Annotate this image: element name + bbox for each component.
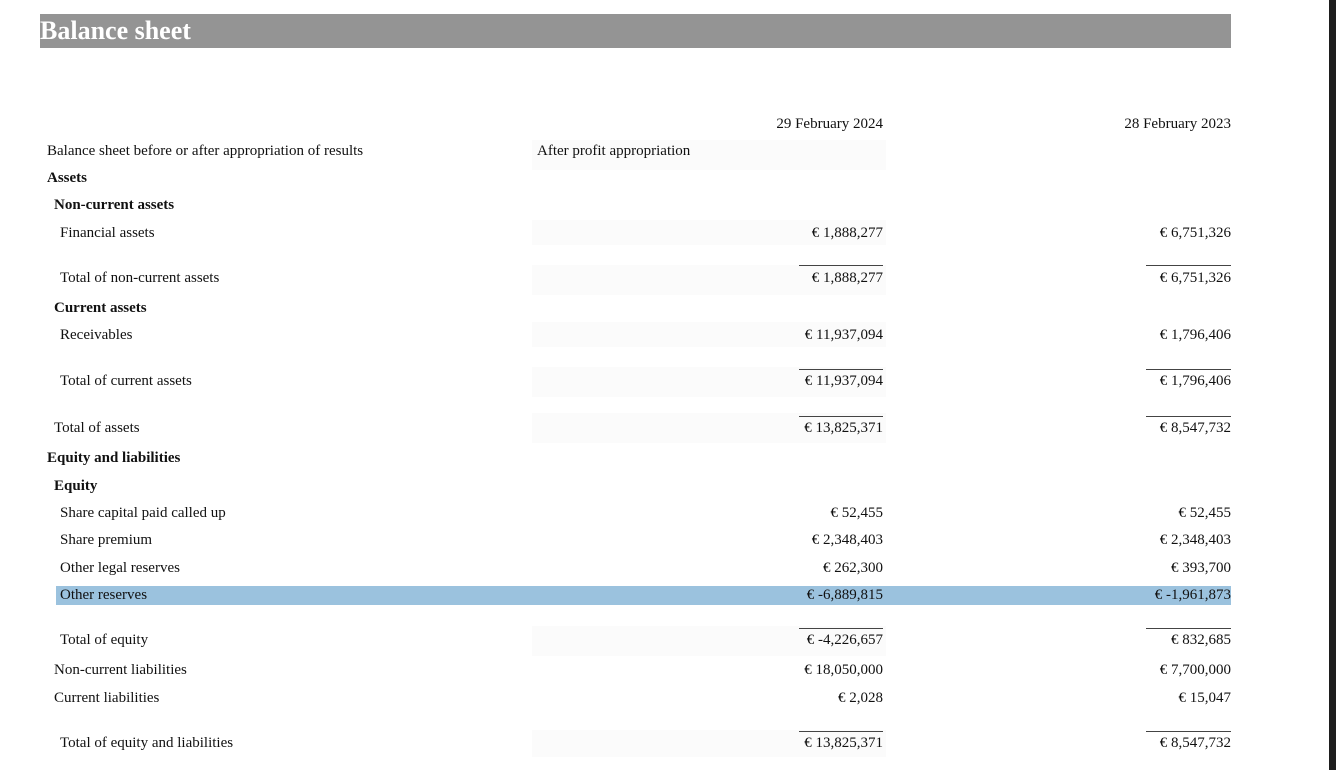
table-row — [0, 531, 1336, 550]
row-label: Non-current liabilities — [54, 662, 187, 678]
section-heading — [0, 449, 1336, 468]
row-label: Receivables — [60, 327, 133, 343]
value-previous: € 7,700,000 — [1159, 662, 1231, 678]
row-label: Balance sheet before or after appropriation of results — [47, 143, 364, 159]
section-heading — [0, 169, 1336, 188]
row-label: Equity and liabilities — [47, 450, 181, 466]
value-previous: € 8,547,732 — [1159, 420, 1231, 436]
row-label: Assets — [47, 170, 87, 186]
row-label: Current liabilities — [54, 690, 160, 706]
table-row — [0, 504, 1336, 523]
table-row-selected[interactable] — [0, 586, 1336, 605]
subtotal-rule — [799, 628, 883, 629]
value-previous: € 6,751,326 — [1159, 270, 1231, 286]
value-previous: € 2,348,403 — [1159, 532, 1231, 548]
subsection-heading — [0, 299, 1336, 318]
value-current: € 11,937,094 — [804, 373, 883, 389]
subtotal-rule — [799, 416, 883, 417]
total-row — [0, 734, 1336, 753]
value-previous: € -1,961,873 — [1154, 587, 1231, 603]
subtotal-rule — [799, 731, 883, 732]
table-row — [0, 559, 1336, 578]
row-label: Other reserves — [60, 587, 148, 603]
value-previous: € 52,455 — [1178, 505, 1231, 521]
row-label: Current assets — [54, 300, 147, 316]
value-previous: € 832,685 — [1171, 632, 1231, 648]
row-label: Total of non-current assets — [60, 270, 220, 286]
value-previous: € 6,751,326 — [1159, 225, 1231, 241]
value-previous: € 15,047 — [1178, 690, 1231, 706]
table-row — [0, 661, 1336, 680]
value-current: € 2,028 — [838, 690, 883, 706]
subtotal-rule — [1146, 628, 1231, 629]
row-label: Share capital paid called up — [60, 505, 226, 521]
value-current: € 18,050,000 — [804, 662, 883, 678]
subsection-heading — [0, 477, 1336, 496]
appropriation-row — [0, 142, 1336, 161]
row-label: Equity — [54, 478, 98, 494]
table-row — [0, 224, 1336, 243]
page-title: Balance sheet — [40, 14, 1231, 48]
value-current: € 52,455 — [830, 505, 883, 521]
subtotal-rule — [1146, 416, 1231, 417]
column-header-current: 29 February 2024 — [776, 116, 883, 132]
total-row — [0, 419, 1336, 438]
row-label: Non-current assets — [54, 197, 175, 213]
row-label: Financial assets — [60, 225, 155, 241]
value-previous: € 1,796,406 — [1159, 327, 1231, 343]
subtotal-rule — [799, 265, 883, 266]
subsection-heading — [0, 196, 1336, 215]
subtotal-rule — [1146, 369, 1231, 370]
value-current: € 13,825,371 — [804, 735, 883, 751]
row-label: Other legal reserves — [60, 560, 180, 576]
value-current: € 262,300 — [823, 560, 883, 576]
row-label: Total of equity — [60, 632, 149, 648]
row-label: Total of assets — [54, 420, 140, 436]
row-label: Share premium — [60, 532, 153, 548]
value-current: € 1,888,277 — [811, 270, 883, 286]
row-label: Total of current assets — [60, 373, 192, 389]
column-header-previous: 28 February 2023 — [1124, 116, 1231, 132]
table-row — [0, 326, 1336, 345]
table-row — [0, 689, 1336, 708]
total-row — [0, 269, 1336, 288]
total-row — [0, 372, 1336, 391]
subtotal-rule — [1146, 731, 1231, 732]
value-previous: € 8,547,732 — [1159, 735, 1231, 751]
value-previous: € 1,796,406 — [1159, 373, 1231, 389]
value-current: € 1,888,277 — [811, 225, 883, 241]
value-current: € 13,825,371 — [804, 420, 883, 436]
value-current: € 2,348,403 — [811, 532, 883, 548]
row-label: Total of equity and liabilities — [60, 735, 234, 751]
appropriation-value: After profit appropriation — [537, 143, 691, 159]
value-current: € 11,937,094 — [804, 327, 883, 343]
total-row — [0, 631, 1336, 650]
subtotal-rule — [799, 369, 883, 370]
value-current: € -4,226,657 — [806, 632, 883, 648]
value-previous: € 393,700 — [1171, 560, 1231, 576]
value-current: € -6,889,815 — [806, 587, 883, 603]
subtotal-rule — [1146, 265, 1231, 266]
